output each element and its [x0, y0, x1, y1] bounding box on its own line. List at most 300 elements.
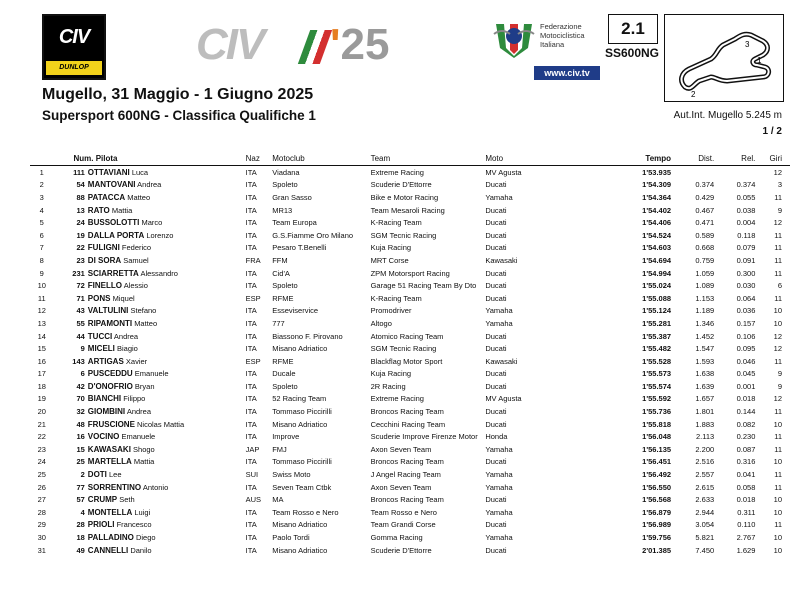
track-sector-label: 1: [757, 56, 762, 65]
position-cell: 28: [37, 507, 46, 517]
rider-surname: ARTIGAS: [87, 356, 124, 366]
gap-first-cell: 2.113: [695, 432, 715, 442]
rider-number-cell: 57: [76, 495, 85, 505]
position-cell: 10: [37, 281, 46, 291]
rider-first-name: Biagio: [117, 344, 138, 354]
rider-surname: DI SORA: [87, 255, 122, 265]
motoclub-cell: Gran Sasso: [272, 192, 312, 202]
team-cell: Bike e Motor Racing: [370, 192, 439, 202]
rider-first-name: Samuel: [123, 255, 149, 265]
rider-surname: VALTULINI: [87, 306, 129, 316]
gap-previous-cell: 0.079: [736, 243, 756, 253]
rider-number-cell: 42: [76, 381, 85, 391]
rider-name-cell: [88, 531, 246, 544]
laps-cell: 10: [773, 507, 782, 517]
federation-url[interactable]: www.civ.tv: [534, 66, 600, 80]
table-row: [30, 204, 790, 217]
position-cell: 5: [39, 218, 44, 228]
gap-first-cell: 1.547: [695, 344, 715, 354]
gap-first-cell: 2.944: [695, 507, 715, 517]
bike-cell: Ducati: [485, 281, 507, 291]
gap-first-cell: 2.633: [695, 495, 715, 505]
rider-first-name: Mattia: [133, 457, 155, 467]
rider-surname: FINELLO: [87, 281, 123, 291]
rider-surname: GIOMBINI: [87, 407, 126, 417]
rider-number-cell: 15: [76, 444, 85, 454]
bike-cell: MV Agusta: [485, 394, 522, 404]
rider-first-name: Federico: [121, 243, 152, 253]
laps-cell: 10: [773, 533, 782, 543]
gap-first-cell: 2.516: [695, 457, 715, 467]
table-row: [30, 292, 790, 305]
circuit-info: Aut.Int. Mugello 5.245 m: [673, 110, 782, 121]
federation-name-line: Motociclistica: [540, 31, 585, 40]
rider-first-name: Luigi: [134, 507, 151, 517]
table-row: [30, 267, 790, 280]
team-cell: Cecchini Racing Team: [370, 419, 446, 429]
motoclub-cell: Spoleto: [272, 281, 298, 291]
rider-name-cell: [88, 368, 246, 381]
nationality-cell: ITA: [245, 520, 257, 530]
gap-previous-cell: 0.087: [736, 444, 756, 454]
best-time-cell: 1'56.879: [642, 507, 672, 517]
bike-cell: Ducati: [485, 243, 507, 253]
nationality-cell: ITA: [245, 432, 257, 442]
best-time-cell: 1'55.736: [642, 407, 672, 417]
team-cell: MRT Corse: [370, 255, 409, 265]
rider-surname: PUSCEDDU: [87, 369, 133, 379]
motoclub-cell: Misano Adriatico: [272, 520, 328, 530]
rider-surname: CRUMP: [87, 495, 118, 505]
motoclub-cell: Viadana: [272, 167, 300, 177]
rider-number-cell: 43: [76, 306, 85, 316]
page-number: 1 / 2: [762, 126, 782, 137]
team-cell: K-Racing Team: [370, 218, 422, 228]
rider-first-name: Miquel: [112, 293, 135, 303]
nationality-cell: ESP: [245, 356, 261, 366]
rider-name-cell: [88, 493, 246, 506]
position-cell: 30: [37, 533, 46, 543]
bike-cell: Yamaha: [485, 482, 513, 492]
rider-surname: TUCCI: [87, 331, 113, 341]
bike-cell: Yamaha: [485, 444, 513, 454]
laps-cell: 12: [773, 331, 782, 341]
motoclub-cell: Tommaso Piccirilli: [272, 407, 332, 417]
rider-name-cell: [88, 506, 246, 519]
rider-first-name: Alessio: [123, 281, 148, 291]
laps-cell: 11: [774, 293, 782, 303]
gap-previous-cell: 0.018: [736, 394, 756, 404]
nationality-cell: ITA: [245, 192, 257, 202]
best-time-cell: 1'54.406: [642, 218, 672, 228]
gap-first-cell: 2.615: [695, 482, 715, 492]
rider-number-cell: 54: [76, 180, 85, 190]
best-time-cell: 1'55.088: [642, 293, 672, 303]
fmi-badge-icon: [492, 18, 536, 62]
team-cell: Team Mesaroli Racing: [370, 205, 445, 215]
team-cell: 2R Racing: [370, 381, 406, 391]
best-time-cell: 1'55.574: [642, 381, 672, 391]
table-row: [30, 355, 790, 368]
gap-previous-cell: 0.316: [736, 457, 756, 467]
rider-first-name: Alessandro: [140, 268, 178, 278]
sheet-number: 2.1: [608, 14, 658, 44]
table-row: [30, 531, 790, 544]
laps-cell: 10: [773, 545, 782, 555]
nationality-cell: JAP: [245, 444, 260, 454]
laps-cell: 11: [774, 482, 782, 492]
rider-first-name: Francesco: [116, 520, 152, 530]
motoclub-cell: Cid'A: [272, 268, 290, 278]
gap-previous-cell: 0.038: [736, 205, 756, 215]
rider-number-cell: 6: [80, 369, 85, 379]
gap-first-cell: [671, 166, 714, 179]
bike-cell: Yamaha: [485, 306, 513, 316]
rider-number-cell: 9: [80, 344, 85, 354]
rider-name-cell: [88, 443, 246, 456]
team-cell: Extreme Racing: [370, 394, 424, 404]
rider-name-cell: [88, 430, 246, 443]
best-time-cell: 1'56.492: [642, 470, 672, 480]
banner-year-digits: 25: [340, 20, 390, 69]
bike-cell: Kawasaki: [485, 255, 518, 265]
motoclub-cell: MA: [272, 495, 284, 505]
position-cell: 25: [37, 470, 46, 480]
gap-previous-cell: 0.018: [736, 495, 756, 505]
table-row: [30, 380, 790, 393]
gap-previous-cell: 0.036: [736, 306, 756, 316]
laps-cell: 11: [774, 268, 782, 278]
motoclub-cell: G.S.Fiamme Oro Milano: [272, 230, 354, 240]
best-time-cell: 1'54.694: [642, 255, 672, 265]
rider-name-cell: [88, 267, 246, 280]
rider-name-cell: [88, 418, 246, 431]
rider-surname: PRIOLI: [87, 520, 115, 530]
nationality-cell: ITA: [245, 419, 257, 429]
laps-cell: 12: [773, 394, 782, 404]
table-row: [30, 305, 790, 318]
track-map: [664, 14, 784, 102]
position-cell: 7: [39, 243, 44, 253]
bike-cell: Ducati: [485, 495, 507, 505]
table-row: [30, 506, 790, 519]
bike-cell: Ducati: [485, 381, 507, 391]
column-header-pos: [30, 151, 53, 166]
rider-surname: PALLADINO: [87, 533, 134, 543]
table-row: [30, 342, 790, 355]
bike-cell: MV Agusta: [485, 167, 522, 177]
gap-first-cell: 1.153: [695, 293, 715, 303]
best-time-cell: 1'55.482: [642, 344, 672, 354]
laps-cell: 10: [773, 419, 782, 429]
best-time-cell: 1'55.528: [642, 356, 672, 366]
rider-first-name: Xavier: [125, 356, 148, 366]
track-sector-label: 2: [691, 90, 696, 99]
laps-cell: 11: [774, 432, 782, 442]
gap-first-cell: 0.589: [695, 230, 715, 240]
rider-first-name: Matteo: [134, 318, 158, 328]
column-header-laps: Giri: [755, 151, 790, 166]
table-row: [30, 368, 790, 381]
motoclub-cell: Biassono F. Pirovano: [272, 331, 343, 341]
bike-cell: Ducati: [485, 545, 507, 555]
rider-number-cell: 70: [76, 394, 85, 404]
civ-logo: [42, 14, 106, 80]
banner-quote: ': [330, 20, 341, 69]
motoclub-cell: Spoleto: [272, 381, 298, 391]
rider-first-name: Luca: [131, 167, 149, 177]
rider-name-cell: [88, 380, 246, 393]
rider-first-name: Seth: [119, 495, 135, 505]
best-time-cell: 1'54.603: [642, 243, 672, 253]
laps-cell: 11: [774, 192, 782, 202]
laps-cell: 12: [773, 218, 782, 228]
bike-cell: Yamaha: [485, 507, 513, 517]
nationality-cell: SUI: [245, 470, 259, 480]
rider-name-cell: [88, 456, 246, 469]
table-row: [30, 179, 790, 192]
team-cell: Extreme Racing: [370, 167, 424, 177]
gap-previous-cell: 0.064: [736, 293, 756, 303]
gap-previous-cell: 0.082: [736, 419, 756, 429]
rider-surname: SCIARRETTA: [87, 268, 139, 278]
team-cell: SGM Tecnic Racing: [370, 230, 437, 240]
team-cell: Broncos Racing Team: [370, 495, 444, 505]
nationality-cell: ITA: [245, 344, 257, 354]
rider-surname: PONS: [87, 293, 111, 303]
italian-flag-stripes: [298, 30, 332, 64]
best-time-cell: 1'55.124: [642, 306, 672, 316]
best-time-cell: 1'59.756: [642, 533, 672, 543]
nationality-cell: ESP: [245, 293, 261, 303]
bike-cell: Ducati: [485, 344, 507, 354]
rider-number-cell: 88: [76, 192, 85, 202]
motoclub-cell: 777: [272, 318, 285, 328]
column-header-pilot: Num. Pilota: [53, 151, 245, 166]
team-cell: Kuja Racing: [370, 243, 412, 253]
gap-previous-cell: [714, 166, 755, 179]
table-row: [30, 430, 790, 443]
gap-first-cell: 1.059: [695, 268, 715, 278]
gap-previous-cell: 0.045: [736, 369, 756, 379]
team-cell: K-Racing Team: [370, 293, 422, 303]
laps-cell: 10: [773, 495, 782, 505]
nationality-cell: ITA: [245, 318, 257, 328]
federation-name-line: Italiana: [540, 40, 565, 49]
gap-previous-cell: 0.041: [736, 470, 756, 480]
motoclub-cell: Misano Adriatico: [272, 545, 328, 555]
nationality-cell: ITA: [245, 205, 257, 215]
nationality-cell: ITA: [245, 268, 257, 278]
bike-cell: Honda: [485, 432, 508, 442]
rider-name-cell: [88, 330, 246, 343]
rider-name-cell: [88, 519, 246, 532]
track-sector-label: 3: [745, 40, 750, 49]
rider-number-cell: 143: [72, 356, 85, 366]
rider-first-name: Stefano: [130, 306, 157, 316]
column-header-rel: Rel.: [714, 151, 755, 166]
gap-first-cell: 1.593: [695, 356, 715, 366]
rider-number-cell: 48: [76, 419, 85, 429]
gap-first-cell: 0.471: [695, 218, 715, 228]
rider-number-cell: 28: [76, 520, 85, 530]
gap-first-cell: 0.668: [695, 243, 715, 253]
gap-first-cell: 1.189: [695, 306, 715, 316]
position-cell: 9: [39, 268, 44, 278]
laps-cell: 10: [773, 318, 782, 328]
gap-previous-cell: 0.230: [736, 432, 756, 442]
team-cell: Team Rosso e Nero: [370, 507, 437, 517]
bike-cell: Yamaha: [485, 470, 513, 480]
nationality-cell: ITA: [245, 369, 257, 379]
track-map-icon: [665, 15, 783, 101]
team-cell: ZPM Motorsport Racing: [370, 268, 450, 278]
bike-cell: Ducati: [485, 205, 507, 215]
table-row: [30, 229, 790, 242]
position-cell: 4: [39, 205, 44, 215]
table-row: [30, 191, 790, 204]
laps-cell: 12: [773, 344, 782, 354]
nationality-cell: ITA: [245, 218, 257, 228]
rider-number-cell: 44: [76, 331, 85, 341]
gap-first-cell: 1.639: [695, 381, 715, 391]
laps-cell: 9: [777, 369, 782, 379]
gap-previous-cell: 0.058: [736, 482, 756, 492]
table-row: [30, 481, 790, 494]
rider-number-cell: 55: [76, 318, 85, 328]
table-row: [30, 216, 790, 229]
gap-first-cell: 1.638: [695, 369, 715, 379]
laps-cell: 9: [777, 205, 782, 215]
rider-surname: OTTAVIANI: [87, 167, 130, 177]
table-row: [30, 493, 790, 506]
class-code: SS600NG: [604, 46, 660, 60]
rider-name-cell: [88, 254, 246, 267]
nationality-cell: ITA: [245, 180, 257, 190]
column-header-naz: Naz: [246, 151, 273, 166]
team-cell: Blackflag Motor Sport: [370, 356, 443, 366]
rider-first-name: Andrea: [137, 180, 162, 190]
position-cell: 19: [37, 394, 46, 404]
rider-number-cell: 111: [73, 167, 85, 177]
gap-previous-cell: 0.030: [736, 281, 756, 291]
motoclub-cell: Improve: [272, 432, 300, 442]
nationality-cell: ITA: [245, 407, 257, 417]
team-cell: Axon Seven Team: [370, 444, 432, 454]
gap-first-cell: 1.883: [695, 419, 715, 429]
gap-first-cell: 2.200: [695, 444, 715, 454]
rider-first-name: Andrea: [126, 407, 151, 417]
position-cell: 17: [37, 369, 46, 379]
table-row: [30, 443, 790, 456]
rider-name-cell: [88, 342, 246, 355]
rider-number-cell: 22: [76, 243, 85, 253]
rider-number-cell: 32: [76, 407, 85, 417]
rider-surname: CANNELLI: [87, 545, 129, 555]
rider-name-cell: [88, 544, 246, 557]
laps-cell: 11: [774, 243, 782, 253]
position-cell: 15: [37, 344, 46, 354]
motoclub-cell: Team Europa: [272, 218, 317, 228]
rider-surname: D'ONOFRIO: [87, 381, 133, 391]
laps-cell: 9: [777, 381, 782, 391]
laps-cell: 3: [777, 180, 782, 190]
best-time-cell: 2'01.385: [642, 545, 672, 555]
column-header-dist: Dist.: [671, 151, 714, 166]
gap-previous-cell: 0.055: [736, 192, 756, 202]
position-cell: 16: [37, 356, 46, 366]
rider-number-cell: 49: [76, 545, 85, 555]
nationality-cell: FRA: [245, 255, 261, 265]
gap-previous-cell: 2.767: [736, 533, 756, 543]
team-cell: Kuja Racing: [370, 369, 412, 379]
bike-cell: Ducati: [485, 230, 507, 240]
rider-name-cell: [88, 292, 246, 305]
nationality-cell: ITA: [245, 331, 257, 341]
column-header-motoclub: Motoclub: [272, 151, 370, 166]
nationality-cell: AUS: [245, 495, 262, 505]
bike-cell: Ducati: [485, 520, 507, 530]
best-time-cell: 1'54.309: [642, 180, 672, 190]
civ-logo-text: CIV: [58, 26, 90, 48]
laps-cell: 12: [773, 167, 782, 177]
best-time-cell: 1'53.935: [642, 167, 672, 177]
gap-previous-cell: 0.110: [737, 520, 756, 530]
rider-surname: BIANCHI: [87, 394, 122, 404]
team-cell: Scuderie Improve Firenze Motor: [370, 432, 478, 442]
best-time-cell: 1'54.994: [642, 268, 672, 278]
rider-name-cell: [88, 405, 246, 418]
best-time-cell: 1'56.550: [642, 482, 672, 492]
session-title: Supersport 600NG - Classifica Qualifiche 1: [42, 108, 316, 123]
rider-first-name: Matteo: [127, 192, 151, 202]
gap-first-cell: 1.452: [695, 331, 715, 341]
rider-first-name: Nicolas Mattia: [137, 419, 185, 429]
nationality-cell: ITA: [245, 167, 257, 177]
rider-number-cell: 18: [76, 533, 85, 543]
rider-number-cell: 13: [76, 205, 85, 215]
gap-previous-cell: 1.629: [736, 545, 756, 555]
motoclub-cell: RFME: [272, 293, 294, 303]
team-cell: J Angel Racing Team: [370, 470, 441, 480]
motoclub-cell: Tommaso Piccirilli: [272, 457, 332, 467]
federation-name: [540, 22, 585, 49]
position-cell: 27: [37, 495, 46, 505]
gap-first-cell: 1.346: [695, 318, 715, 328]
table-row: [30, 544, 790, 557]
banner-year: [330, 22, 389, 68]
motoclub-cell: Paolo Tordi: [272, 533, 310, 543]
rider-name-cell: [88, 468, 246, 481]
rider-surname: VOCINO: [87, 432, 120, 442]
civ25-banner: [196, 22, 416, 68]
table-row: [30, 166, 790, 179]
best-time-cell: 1'56.048: [642, 432, 672, 442]
gap-previous-cell: 0.311: [737, 507, 756, 517]
rider-first-name: Filippo: [123, 394, 146, 404]
gap-previous-cell: 0.300: [736, 268, 756, 278]
team-cell: Broncos Racing Team: [370, 457, 444, 467]
gap-first-cell: 5.821: [695, 533, 715, 543]
position-cell: 23: [37, 444, 46, 454]
rider-number-cell: 2: [80, 470, 85, 480]
table-row: [30, 393, 790, 406]
position-cell: 14: [37, 331, 46, 341]
rider-first-name: Marco: [141, 218, 163, 228]
motoclub-cell: Ducale: [272, 369, 296, 379]
gap-previous-cell: 0.106: [736, 331, 756, 341]
bike-cell: Ducati: [485, 407, 507, 417]
